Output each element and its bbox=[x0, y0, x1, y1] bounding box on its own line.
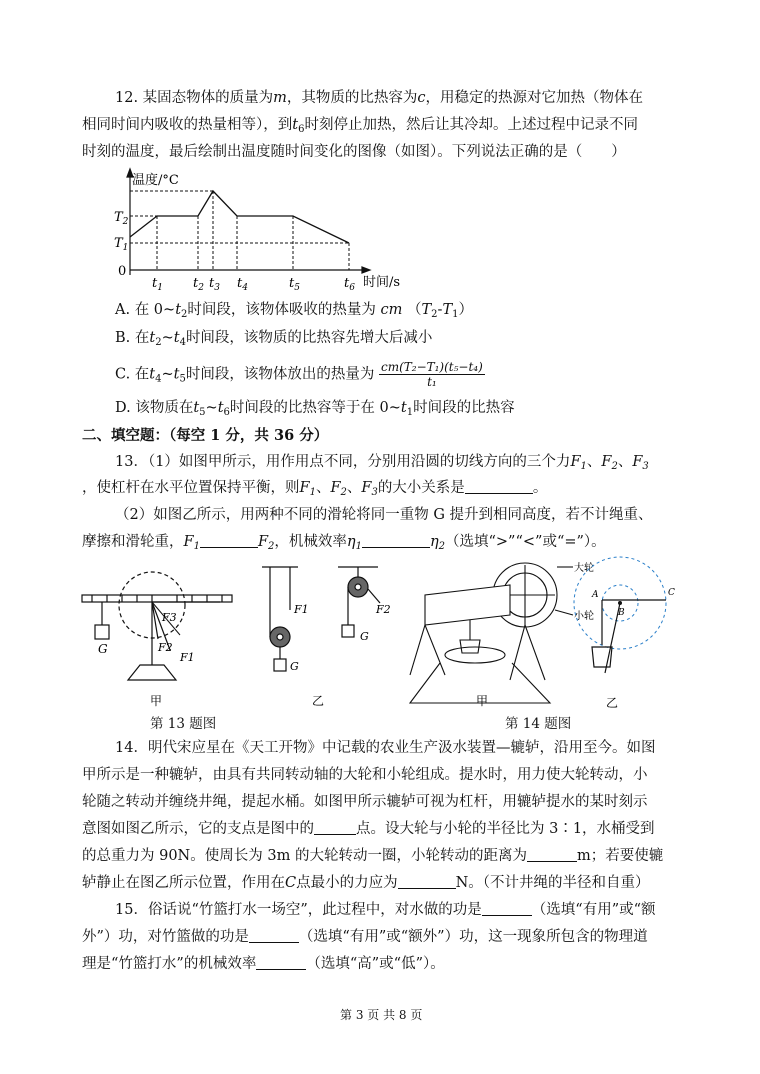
figures-q13-q14 bbox=[80, 555, 690, 715]
q15-text: 外”）功，对竹篮做的功是 bbox=[82, 929, 249, 945]
svg-text:t2: $t_2$ bbox=[193, 276, 204, 290]
q14-text: m；若要使辘 bbox=[576, 848, 664, 864]
label-A: A bbox=[592, 590, 599, 600]
q13-text: 13．（1）如图甲所示，用作用点不同，分别用沿圆的切线方向的三个力 bbox=[115, 454, 571, 470]
q13-line4 bbox=[82, 532, 606, 557]
q13-line2: ，使杠杆在水平位置保持平衡，则$F_1$、$F_2$、$F_3$的大小关系是 。 bbox=[82, 480, 548, 498]
q14-text: 的总重力为 90N。使周长为 3m 的大轮转动一圈，小轮转动的距离为 bbox=[82, 848, 527, 864]
q14-text: N。（不计井绳的半径和自重） bbox=[455, 875, 650, 891]
subscript: 4 bbox=[179, 337, 186, 348]
subscript: 1 bbox=[452, 309, 459, 320]
x-axis-label: 时间/s bbox=[363, 275, 401, 290]
label-G-pulley: G bbox=[290, 660, 299, 673]
q14-line6 bbox=[82, 873, 650, 893]
origin-label: 0 bbox=[118, 264, 127, 279]
var-F1: $F_1$ bbox=[183, 534, 200, 552]
var-F3: $F_3$ bbox=[632, 454, 649, 472]
label-B: B bbox=[618, 608, 625, 618]
tick-T2: $T_2$ bbox=[114, 210, 129, 227]
tilde: ~ bbox=[205, 400, 218, 416]
q14-text: 点。设大轮与小轮的半径比为 3∶1，水桶受到 bbox=[356, 821, 655, 837]
q14-line2: 甲所示是一种辘轳，由具有共同转动轴的大轮和小轮组成。提水时，用力使大轮转动，小 bbox=[82, 767, 648, 783]
q14-text: 意图如图乙所示，它的支点是图中的 bbox=[82, 821, 314, 837]
opt-text: A. 在 0~ bbox=[115, 302, 176, 318]
y-axis-label: 温度/°C bbox=[132, 173, 179, 188]
fig14-caption: 第 14 题图 bbox=[505, 716, 572, 732]
answer-blank[interactable] bbox=[398, 874, 456, 889]
pulley-figure bbox=[262, 567, 380, 671]
q13-text: 的大小关系是 bbox=[377, 480, 465, 496]
q14-text: 轳静止在图乙所示位置，作用在 bbox=[82, 875, 285, 891]
label-F2-pulley: F2 bbox=[376, 603, 391, 616]
answer-blank[interactable] bbox=[362, 533, 430, 548]
label-F2: F2 bbox=[158, 641, 173, 654]
var-t: t bbox=[292, 117, 299, 133]
pivot-dot bbox=[618, 601, 622, 605]
q12-text: 相同时间内吸收的热量相等），到 bbox=[82, 117, 293, 133]
subscript: 6 bbox=[223, 407, 230, 418]
fraction bbox=[379, 360, 485, 389]
opt-text: 时间段，该物体吸收的热量为 bbox=[187, 302, 376, 318]
opt-text: 时间段，该物质的比热容先增大后减小 bbox=[185, 330, 433, 346]
fig14-yi: 乙 bbox=[606, 696, 619, 710]
label-big-wheel: 大轮 bbox=[574, 563, 594, 574]
lever-diagram bbox=[592, 600, 666, 673]
var-c: c bbox=[417, 90, 426, 106]
q13-text: （选填“>”“<”或“=”）。 bbox=[445, 534, 606, 550]
opt-text: B. 在 bbox=[115, 330, 150, 346]
q14-text: 点最小的力应为 bbox=[296, 875, 398, 891]
tilde: ~ bbox=[161, 366, 174, 383]
var-F2: $F_2$ bbox=[601, 454, 618, 472]
var-t: t bbox=[217, 400, 224, 416]
paren: （ bbox=[406, 302, 422, 318]
var-T: T bbox=[442, 302, 453, 318]
fig13-yi: 乙 bbox=[312, 694, 325, 708]
var-F2: $F_2$ bbox=[257, 534, 275, 552]
q13-text: 摩擦和滑轮重， bbox=[82, 534, 184, 550]
svg-text:t1: $t_1$ bbox=[152, 276, 163, 290]
fig14-jia: 甲 bbox=[476, 694, 489, 708]
var-F1: $F_1$ bbox=[570, 454, 587, 472]
answer-blank[interactable] bbox=[465, 479, 533, 494]
x-axis-arrow bbox=[362, 267, 370, 273]
q14-line1: 14．明代宋应星在《天工开物》中记载的农业生产汲水装置—辘轳，沿用至今。如图 bbox=[115, 740, 656, 756]
opt-text: C. 在 bbox=[115, 366, 150, 383]
fraction-numerator: cm(T₂−T₁)(t₅−t₄) bbox=[380, 360, 483, 374]
subscript: 2 bbox=[431, 309, 438, 320]
fig13-jia: 甲 bbox=[150, 694, 163, 708]
q12-option-b bbox=[115, 328, 432, 353]
opt-text: 时间段的比热容 bbox=[413, 400, 515, 416]
q12-line3: 时刻的温度，最后绘制出温度随时间变化的图像（如图）。下列说法正确的是（ ） bbox=[82, 144, 626, 160]
var-F1: $F_1$ bbox=[299, 480, 316, 498]
formula-cm: cm bbox=[380, 302, 403, 318]
q15-text: 15．俗话说“竹篮打水一场空”，此过程中，对水做的功是 bbox=[115, 902, 482, 918]
x-ticks bbox=[152, 276, 355, 290]
q12-line1 bbox=[115, 88, 643, 108]
subscript: 1 bbox=[406, 407, 414, 418]
q15-text: （选填“高”或“低”）。 bbox=[306, 956, 445, 972]
answer-blank[interactable] bbox=[314, 820, 356, 835]
answer-blank[interactable] bbox=[256, 955, 306, 970]
q13-line3: （2）如图乙所示，用两种不同的滑轮将同一重物 G 提升到相同高度，若不计绳重、 bbox=[115, 507, 653, 523]
subscript: 6 bbox=[298, 124, 305, 135]
q12-option-a bbox=[115, 300, 473, 325]
subscript: 5 bbox=[179, 373, 186, 385]
var-t: t bbox=[173, 330, 180, 346]
label-small-wheel: 小轮 bbox=[574, 611, 594, 622]
var-m: m bbox=[273, 90, 287, 106]
answer-blank[interactable] bbox=[482, 901, 532, 916]
dashed-guides bbox=[130, 191, 349, 270]
answer-blank[interactable] bbox=[200, 533, 258, 548]
q15-text: （选填“有用”或“额 bbox=[531, 902, 656, 918]
var-eta2: $\eta_2$ bbox=[429, 534, 445, 552]
tilde: ~ bbox=[161, 330, 174, 346]
label-F1-pulley: F1 bbox=[294, 603, 309, 616]
q15-text: 理是“竹篮打水”的机械效率 bbox=[82, 956, 257, 972]
q15-line3 bbox=[82, 954, 445, 974]
q12-text: 时刻停止加热，然后让其冷却。上述过程中记录不同 bbox=[304, 117, 638, 133]
label-G: G bbox=[98, 642, 108, 656]
var-eta1: $\eta_1$ bbox=[346, 534, 362, 552]
var-t: t bbox=[149, 330, 156, 346]
q12-text: ，其物质的比热容为 bbox=[286, 90, 418, 106]
opt-text: 时间段的比热容等于在 0~ bbox=[229, 400, 401, 416]
q12-text: 12. 某固态物体的质量为 bbox=[115, 90, 274, 106]
q14-line3: 轮随之转动并缠绕井绳，提起水桶。如图甲所示辘轳可视为杠杆，用辘轳提水的某时刻示 bbox=[82, 794, 648, 810]
section-heading: 二、填空题：（每空 1 分，共 36 分） bbox=[82, 427, 329, 444]
paren: ） bbox=[458, 302, 473, 318]
minus: - bbox=[437, 302, 443, 318]
fraction-denominator: t₁ bbox=[427, 375, 437, 389]
answer-blank[interactable] bbox=[527, 847, 577, 862]
var-t: t bbox=[173, 366, 180, 383]
q15-text: （选填“有用”或“额外”）功，这一现象所包含的物理道 bbox=[298, 929, 648, 945]
answer-blank[interactable] bbox=[249, 928, 299, 943]
q13-text: ，使杠杆在水平位置保持平衡，则 bbox=[82, 480, 300, 496]
label-F3: F3 bbox=[162, 611, 177, 624]
label-F1: F1 bbox=[180, 651, 195, 664]
svg-text:t4: $t_4$ bbox=[237, 276, 248, 290]
q12-option-c bbox=[115, 360, 485, 390]
var-t: t bbox=[175, 302, 182, 318]
subscript: 2 bbox=[155, 337, 162, 348]
q12-text: ，用稳定的热源对它加热（物体在 bbox=[425, 90, 644, 106]
q12-option-d bbox=[115, 398, 515, 423]
opt-text: D. 该物质在 bbox=[115, 400, 194, 416]
svg-text:t5: $t_5$ bbox=[289, 276, 300, 290]
windlass-figure bbox=[410, 563, 573, 703]
q15-line2 bbox=[82, 927, 648, 947]
var-t: t bbox=[149, 366, 156, 383]
temperature-curve bbox=[130, 191, 349, 243]
opt-text: 时间段，该物体放出的热量为 bbox=[185, 366, 375, 383]
label-G-fixed: G bbox=[360, 630, 369, 643]
subscript: 5 bbox=[199, 407, 206, 418]
svg-text:t3: $t_3$ bbox=[209, 276, 220, 290]
temperature-time-graph bbox=[100, 165, 430, 290]
label-C: C bbox=[668, 588, 675, 598]
var-F2: $F_2$ bbox=[330, 480, 347, 498]
q13-text: 。 bbox=[532, 480, 548, 496]
subscript: 2 bbox=[181, 309, 188, 320]
q13-text: ，机械效率 bbox=[274, 534, 347, 550]
fig13-caption: 第 13 题图 bbox=[150, 716, 217, 732]
q12-line2 bbox=[82, 115, 638, 140]
q13-line1: 13．（1）如图甲所示，用作用点不同，分别用沿圆的切线方向的三个力$F_1$、$F_2$、$F_3$ bbox=[115, 454, 649, 472]
var-C: C bbox=[285, 875, 297, 891]
var-T: T bbox=[421, 302, 432, 318]
var-t: t bbox=[193, 400, 200, 416]
page-footer: 第 3 页 共 8 页 bbox=[340, 1008, 423, 1022]
q14-line5 bbox=[82, 846, 663, 866]
svg-text:t6: $t_6$ bbox=[344, 276, 355, 290]
var-F3: $F_3$ bbox=[361, 480, 378, 498]
lever-figure bbox=[82, 572, 232, 680]
subscript: 4 bbox=[155, 373, 162, 385]
tick-T1: $T_1$ bbox=[114, 236, 129, 253]
q14-line4 bbox=[82, 819, 655, 839]
var-t: t bbox=[400, 400, 407, 416]
q15-line1 bbox=[115, 900, 656, 920]
